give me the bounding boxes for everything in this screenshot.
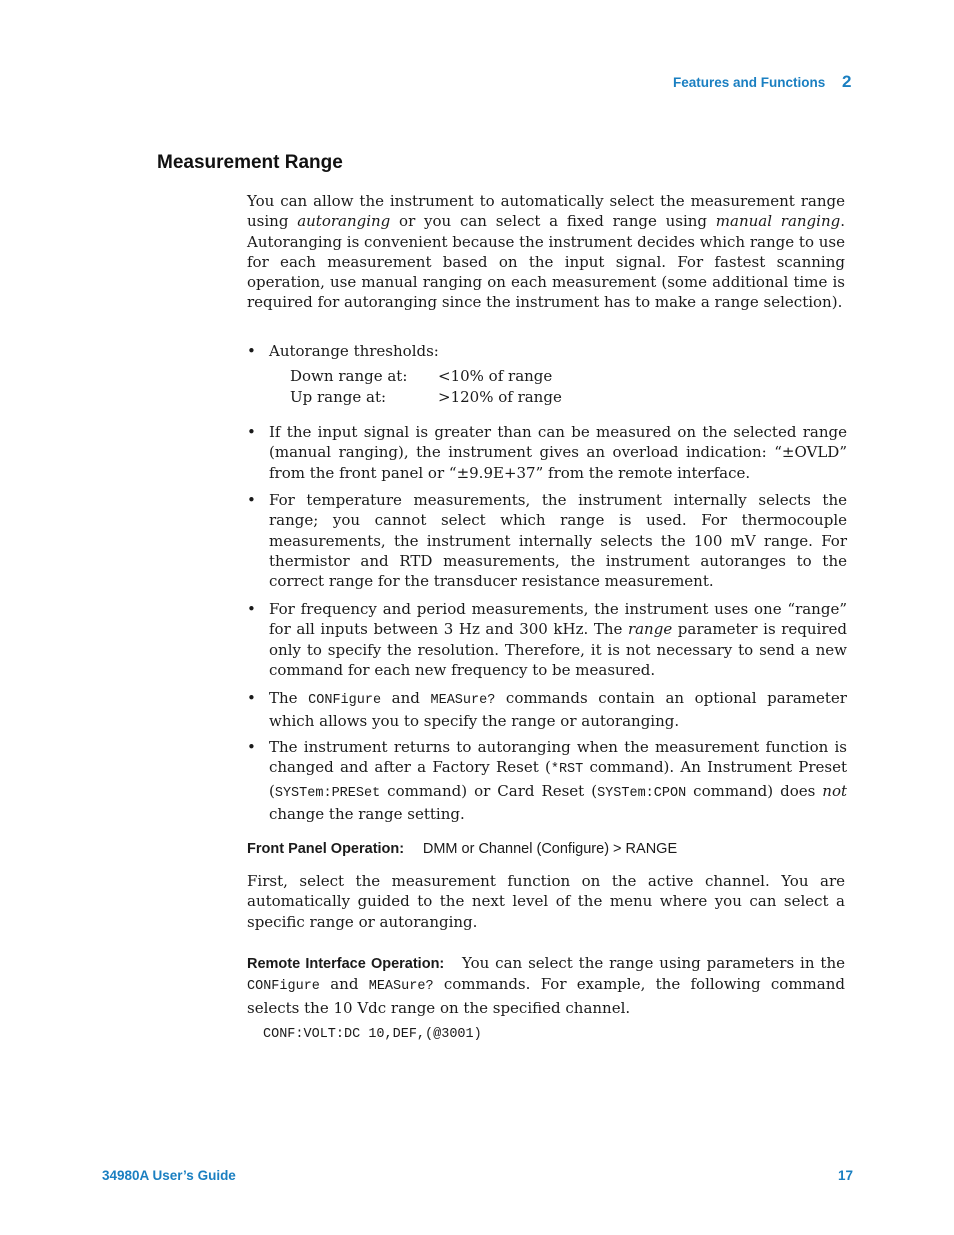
footer-page-number: 17 — [838, 1168, 854, 1183]
front-panel-heading — [247, 838, 677, 859]
threshold-value: >120% of range — [438, 388, 562, 406]
running-header-chapter: 2 — [842, 72, 852, 91]
remote-label: Remote Interface Operation: — [247, 956, 445, 972]
command-code: MEASure? — [368, 979, 434, 995]
threshold-label: Down range at: — [290, 367, 408, 385]
bullet-marker: • — [247, 491, 256, 509]
code-example: CONF:VOLT:DC 10,DEF,(@3001) — [263, 1027, 482, 1042]
command-code: MEASure? — [430, 693, 496, 708]
page-title: Measurement Range — [157, 152, 343, 173]
bullet-marker: • — [247, 738, 256, 756]
bullet-text: If the input signal is greater than can be measured on the selected range (manual ranging), the instrument gives an overload indication: “±OVLD” from the front panel or “±9.9E+37” from the remote interface. — [269, 423, 847, 482]
threshold-value: <10% of range — [438, 367, 553, 385]
bullet-marker: • — [247, 600, 256, 618]
front-panel-label: Front Panel Operation: — [247, 841, 405, 857]
threshold-row-down — [290, 367, 553, 385]
bullet-text: The CONFigure and MEASure? commands contain an optional parameter which allows you to specify the range or autoranging. — [269, 689, 847, 731]
command-code: SYSTem:PRESet — [274, 785, 381, 801]
intro-paragraph: You can allow the instrument to automatically select the measurement range using autoranging or you can select a fixed range using manual ranging. Autoranging is convenient because the instrument decides which range to use for each measurement based on the input signal. For fastest scanning operation, use manual ranging on each measurement (some additional time is required for autoranging since the instrument has to make a range selection). — [247, 192, 845, 312]
bullet-marker: • — [247, 342, 256, 360]
command-code: CONFigure — [247, 979, 320, 995]
threshold-row-up — [290, 388, 562, 406]
bullet-marker: • — [247, 689, 256, 707]
command-code: SYSTem:CPON — [597, 785, 687, 801]
bullet-marker: • — [247, 423, 256, 441]
front-panel-path: DMM or Channel (Configure) > RANGE — [422, 841, 678, 857]
command-code: CONFigure — [308, 693, 382, 708]
front-panel-paragraph: First, select the measurement function on the active channel. You are automatically guided to the next level of the menu where you can select a specific range or autoranging. — [247, 872, 845, 931]
bullet-text: For temperature measurements, the instrument internally selects the range; you cannot select which range is used. For thermocouple measurements, the instrument internally selects the 100 mV range. For thermistor and RTD measurements, the instrument autoranges to the correct range for the transducer resistance measurement. — [269, 491, 847, 591]
bullet-text: Autorange thresholds: — [269, 342, 439, 360]
footer-guide-title: 34980A User’s Guide — [102, 1168, 236, 1183]
command-code: *RST — [550, 762, 584, 778]
running-header-section: Features and Functions — [673, 75, 826, 90]
bullet-text: For frequency and period measurements, the instrument uses one “range” for all inputs between 3 Hz and 300 kHz. The range parameter is required only to specify the resolution. Therefore, it is not necessary to send a new command for each new frequency to be measured. — [269, 600, 847, 679]
remote-paragraph: Remote Interface Operation: You can select the range using parameters in the CONFigure and MEASure? commands. For example, the following command selects the 10 Vdc range on the specified channel. — [247, 954, 845, 1017]
bullet-text: The instrument returns to autoranging when the measurement function is changed and after a Factory Reset (*RST command). An Instrument Preset (SYSTem:PRESet command) or Card Reset (SYSTem:CPON command) does not change the range setting. — [269, 738, 848, 823]
threshold-label: Up range at: — [290, 388, 387, 406]
